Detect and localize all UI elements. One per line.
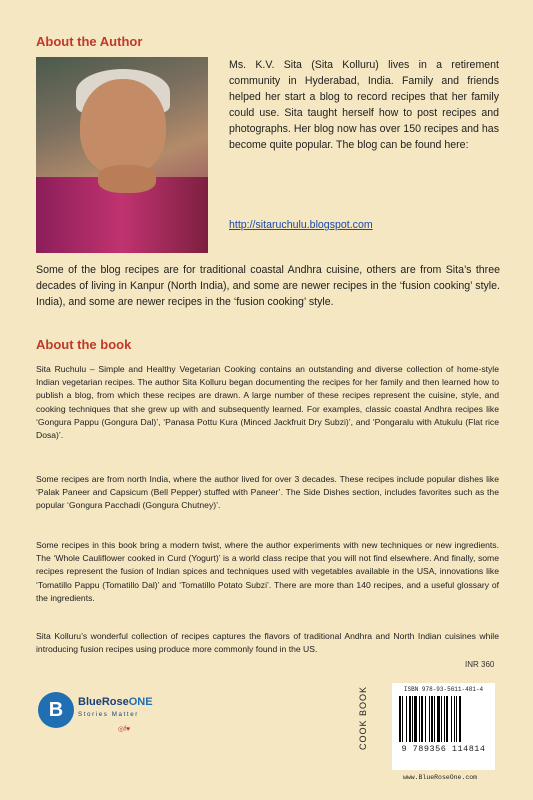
publisher-name bbox=[78, 696, 153, 708]
book-paragraph-4: Sita Kolluru’s wonderful collection of recipes captures the flavors of traditional Andhra and North Indian cuisines while introducing fusion recipes using produce more commonly found in the US. bbox=[36, 631, 499, 655]
social-icons: ◎f♥ bbox=[118, 726, 131, 733]
author-paragraph: Some of the blog recipes are for traditional coastal Andhra cuisine, others are from Sita’s three decades of living in Kanpur (North India), and some are newer recipes in the ‘fusion cooking’ style. India), and some are newer recipes in the ‘fusion cooking’ style. bbox=[36, 264, 500, 308]
publisher-logo bbox=[38, 692, 188, 736]
barcode-digits: 9 789356 114814 bbox=[401, 744, 486, 754]
book-paragraph-2: Some recipes are from north India, where the author lived for over 3 decades. These recipes include popular dishes like ‘Palak Paneer and Capsicum (Bell Pepper) stuffed with Paneer’. The Side Dishes section, includes favorites such as the popular ‘Gongura Pacchadi (Gongura Chutney)’. bbox=[36, 474, 499, 511]
isbn-text: ISBN 978-93-5611-481-4 bbox=[403, 686, 484, 693]
author-bio: Ms. K.V. Sita (Sita Kolluru) lives in a retirement community in Hyderabad, India. Family and friends helped her start a blog to record recipes that her family could use. Sita taught herself how to post recipes and photographs. Her blog now has over 150 recipes and has become quite popular. The blog can be found here: bbox=[229, 59, 499, 151]
publisher-name-one: ONE bbox=[128, 696, 153, 708]
publisher-tagline: Stories Matter bbox=[78, 711, 139, 718]
book-paragraph-3: Some recipes in this book bring a modern twist, where the author experiments with new techniques or new ingredients. The ‘Whole Cauliflower cooked in Curd (Yogurt)’ is a world class recipe that you will not find elsewhere. And finally, some recipes represent the fusion of Indian spices and techniques used with vegetables available in the USA, innovations like ‘Tomatillo Pappu (Tomatillo Dal)’ and ‘Tomatillo Potato Subzi’. There are more than 140 recipes, and a useful glossary of the ingredients. bbox=[36, 540, 499, 603]
blog-link[interactable]: http://sitaruchulu.blogspot.com bbox=[229, 219, 373, 231]
photo-face bbox=[80, 79, 166, 175]
photo-hands bbox=[98, 165, 156, 193]
category-label: COOK BOOK bbox=[358, 685, 368, 750]
barcode bbox=[392, 683, 495, 770]
book-paragraph-1: Sita Ruchulu – Simple and Healthy Vegetarian Cooking contains an outstanding and diverse collection of home-style Indian vegetarian recipes. The author Sita Kolluru began documenting the recipes for her family and then learned how to publish a blog, from which these recipes are drawn. A large number of these recipes represent the cuisine, style, and cooking techniques that she grew up with and subsequently learned. For examples, classic coastal Andhra recipes like ‘Gongura Pappu (Gongura Dal)’, ‘Panasa Pottu Kura (Minced Jackfruit Dry Subzi)’, and ‘Pongaralu with Atukulu (Flat rice Dosa)’. bbox=[36, 364, 499, 441]
author-heading: About the Author bbox=[36, 34, 143, 49]
book-heading: About the book bbox=[36, 337, 132, 352]
publisher-logo-icon: B bbox=[38, 692, 74, 728]
publisher-website: www.BlueRoseOne.com bbox=[402, 774, 478, 781]
price-label: INR 360 bbox=[465, 660, 495, 669]
author-photo bbox=[36, 57, 208, 253]
barcode-bars bbox=[399, 696, 488, 742]
publisher-name-main: BlueRose bbox=[78, 696, 129, 708]
